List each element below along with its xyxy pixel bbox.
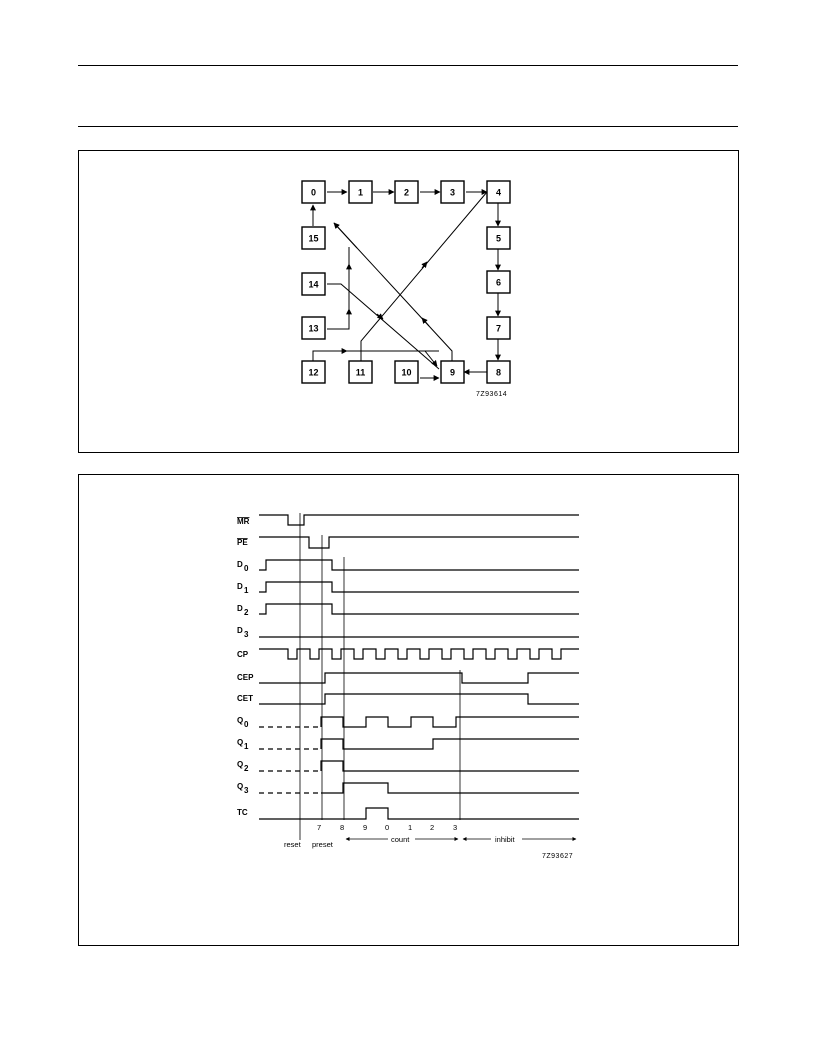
timing-diagram (79, 475, 738, 945)
svg-text:Q: Q (237, 760, 244, 769)
state-node-5 (487, 227, 510, 249)
label-q2 (237, 760, 249, 773)
label-cet: CET (237, 694, 253, 703)
wave-q0 (321, 717, 579, 727)
svg-text:7: 7 (495, 323, 502, 334)
signal-labels (237, 517, 254, 817)
state-diagram-panel (78, 150, 739, 453)
svg-text:2: 2 (244, 608, 249, 617)
svg-text:0: 0 (310, 187, 317, 198)
label-d0 (237, 560, 249, 573)
state-node-15 (302, 227, 325, 249)
svg-text:3: 3 (244, 630, 249, 639)
label-q0 (237, 716, 249, 729)
state-node-11 (349, 361, 372, 383)
state-diagram-code: 7Z93614 (476, 391, 508, 398)
header-rule-top (78, 65, 738, 66)
svg-text:Q: Q (237, 782, 244, 791)
svg-text:6: 6 (495, 277, 502, 288)
state-node-2 (395, 181, 418, 203)
header-rule-bottom (78, 126, 738, 127)
svg-text:D: D (237, 604, 243, 613)
svg-text:Q: Q (237, 738, 244, 747)
svg-text:1: 1 (244, 586, 249, 595)
wave-tc (259, 808, 579, 819)
wave-cet (259, 694, 579, 704)
svg-text:13: 13 (308, 323, 319, 334)
svg-text:15: 15 (308, 233, 319, 244)
svg-text:5: 5 (495, 233, 502, 244)
count-value-3: 3 (453, 823, 458, 832)
phase-inhibit: inhibit (495, 835, 515, 844)
svg-text:3: 3 (449, 187, 456, 198)
state-node-0 (302, 181, 325, 203)
timing-diagram-code: 7Z93627 (542, 853, 574, 860)
label-d1 (237, 582, 249, 595)
state-node-7 (487, 317, 510, 339)
state-node-12 (302, 361, 325, 383)
wave-d2 (259, 604, 579, 614)
svg-text:2: 2 (403, 187, 410, 198)
svg-text:3: 3 (244, 786, 249, 795)
label-mr: MR (237, 517, 250, 526)
svg-text:1: 1 (244, 742, 249, 751)
label-q1 (237, 738, 249, 751)
timing-diagram-panel (78, 474, 739, 946)
count-value-1: 1 (408, 823, 413, 832)
count-value-8: 8 (340, 823, 345, 832)
state-node-14 (302, 273, 325, 295)
wave-q2 (321, 761, 579, 771)
svg-text:1: 1 (357, 187, 364, 198)
svg-text:2: 2 (244, 764, 249, 773)
count-values (317, 823, 457, 832)
phase-labels (284, 835, 576, 849)
svg-text:D: D (237, 560, 243, 569)
svg-text:14: 14 (308, 279, 319, 290)
state-node-10 (395, 361, 418, 383)
waveforms (259, 515, 579, 819)
svg-text:0: 0 (244, 564, 249, 573)
wave-mr (259, 515, 579, 525)
state-node-1 (349, 181, 372, 203)
label-d2 (237, 604, 249, 617)
state-node-13 (302, 317, 325, 339)
phase-count: count (391, 835, 410, 844)
count-value-7: 7 (317, 823, 322, 832)
label-pe: PE (237, 538, 248, 547)
state-node-4 (487, 181, 510, 203)
label-d3 (237, 626, 249, 639)
wave-pe (259, 537, 579, 548)
label-tc: TC (237, 808, 248, 817)
svg-text:9: 9 (449, 367, 456, 378)
svg-text:10: 10 (401, 367, 412, 378)
count-value-9: 9 (363, 823, 368, 832)
state-node-9 (441, 361, 464, 383)
svg-text:0: 0 (244, 720, 249, 729)
wave-q1 (321, 739, 579, 749)
svg-text:D: D (237, 626, 243, 635)
state-diagram (79, 151, 738, 452)
wave-d1 (259, 582, 579, 592)
wave-cep (259, 673, 579, 683)
state-node-8 (487, 361, 510, 383)
count-value-0: 0 (385, 823, 390, 832)
svg-text:4: 4 (495, 187, 502, 198)
wave-cp (259, 649, 579, 659)
count-value-2: 2 (430, 823, 435, 832)
time-markers (300, 513, 460, 840)
label-q3 (237, 782, 249, 795)
wave-d0 (259, 560, 579, 570)
label-cep: CEP (237, 673, 254, 682)
svg-text:Q: Q (237, 716, 244, 725)
state-edges (313, 192, 498, 378)
svg-text:8: 8 (495, 367, 502, 378)
state-node-6 (487, 271, 510, 293)
wave-q3 (321, 783, 579, 793)
state-node-3 (441, 181, 464, 203)
phase-preset: preset (312, 840, 333, 849)
svg-text:11: 11 (355, 367, 366, 378)
svg-text:D: D (237, 582, 243, 591)
label-cp: CP (237, 650, 249, 659)
phase-reset: reset (284, 840, 301, 849)
svg-text:12: 12 (308, 367, 319, 378)
